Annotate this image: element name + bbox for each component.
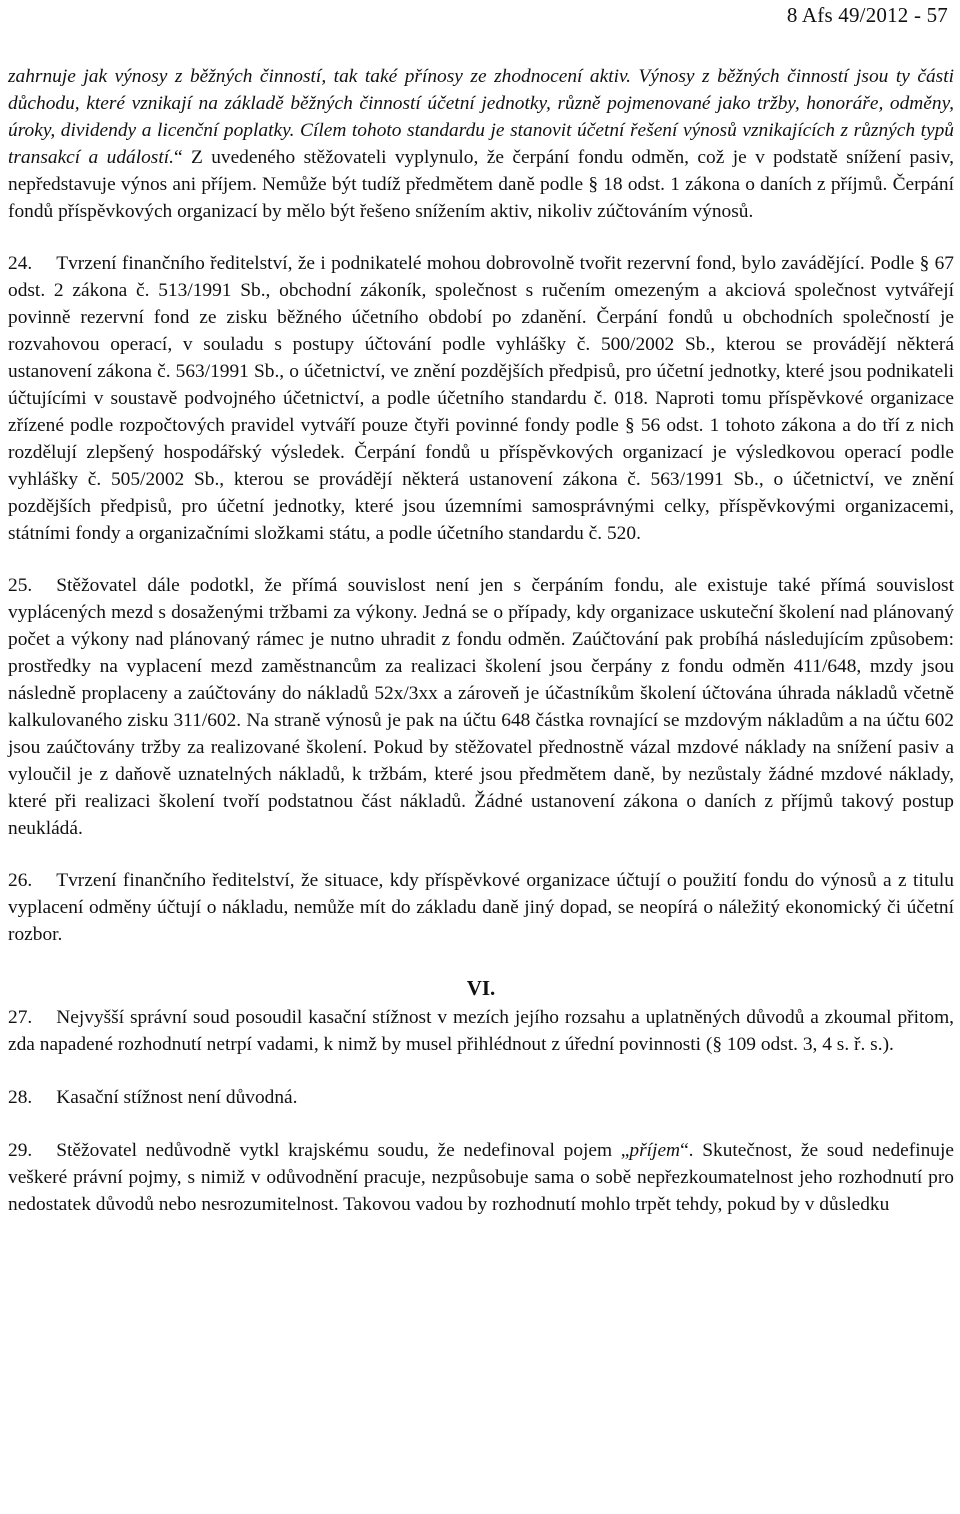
paragraph-text: Kasační stížnost není důvodná. (56, 1087, 298, 1108)
paragraph-28 (8, 1085, 954, 1112)
paragraph-number: 28. (8, 1087, 33, 1108)
document-body (8, 64, 954, 1245)
paragraph-text: Stěžovatel dále podotkl, že přímá souvislost není jen s čerpáním fondu, ale existuje také přímá souvislost vyplácených mezd s dosaženými tržbami za výkony. Jedná se o případy, kdy organizace uskuteční školení nad plánovaný počet a výkony nad plánovaný rámec je nutno uhradit z fondu odměn. Zaúčtování pak probíhá následujícím způsobem: prostředky na vyplacení mezd zaměstnancům za realizaci školení jsou čerpány z fondu odměn 411/648, mzdy jsou následně proplaceny a zaúčtovány do nákladů 52x/3xx a zároveň je účastníkům školení účtována úhrada nákladů včetně kalkulovaného zisku 311/602. Na straně výnosů je pak na účtu 648 částka rovnající se mzdovým nákladům a na účtu 602 jsou zaúčtovány tržby za realizované školení. Pokud by stěžovatel přednostně vázal mzdové náklady na snížení pasiv a vyloučil je z daňově uznatelných nákladů, k tržbám, které jsou předmětem daně, by nezůstaly žádné mzdové náklady, které při realizaci školení tvoří podstatnou část nákladů. Žádné ustanovení zákona o daních z příjmů takový postup neukládá. (8, 575, 954, 839)
intro-text: “ Z uvedeného stěžovateli vyplynulo, že čerpání fondu odměn, což je v podstatě snížení pasiv, nepředstavuje výnos ani příjem. Nemůže být tudíž předmětem daně podle § 18 odst. 1 zákona o daních z příjmů. Čerpání fondů příspěvkových organizací by mělo být řešeno snížením aktiv, nikoliv zúčtováním výnosů. (8, 146, 954, 222)
paragraph-text: Tvrzení finančního ředitelství, že i podnikatelé mohou dobrovolně tvořit rezervní fond, bylo zavádějící. Podle § 67 odst. 2 zákona č. 513/1991 Sb., obchodní zákoník, společnost s ručením omezeným a akciová společnost vytvářejí povinně rezervní fond ze zisku běžného účetního období po zdanění. Čerpání fondů u obchodních společností je rozvahovou operací, v souladu s postupy účtování podle vyhlášky č. 500/2002 Sb., kterou se provádějí některá ustanovení zákona č. 563/1991 Sb., o účetnictví, ve znění pozdějších předpisů, pro účetní jednotky, které jsou podnikateli účtujícími v soustavě podvojného účetnictví, a podle účetního standardu č. 018. Naproti tomu příspěvkové organizace zřízené podle rozpočtových pravidel vytváří pouze čtyři povinné fondy podle § 56 odst. 1 tohoto zákona a do tří z nich rozdělují zlepšený hospodářský výsledek. Čerpání fondů u příspěvkových organizací je výsledkovou operací podle vyhlášky č. 505/2002 Sb., kterou se provádějí některá ustanovení zákona č. 563/1991 Sb., o účetnictví, ve znění pozdějších předpisů, pro účetní jednotky, které jsou územními samosprávnými celky, příspěvkovými organizacemi, státními fondy a organizačními složkami státu, a podle účetního standardu č. 520. (8, 253, 954, 544)
paragraph-29 (8, 1138, 954, 1219)
quoted-standard-text: zahrnuje jak výnosy z běžných činností, tak také přínosy ze zhodnocení aktiv. Výnosy z běžných činností jsou ty části důchodu, které vznikají na základě běžných činností účetní jednotky, různě pojmenované jako tržby, honoráře, odměny, úroky, dividendy a licenční poplatky. Cílem tohoto standardu je stanovit účetní řešení výnosů vznikajících z různých typů transakcí a událostí. (8, 66, 954, 168)
paragraph-intro (8, 64, 954, 225)
paragraph-number: 29. (8, 1139, 33, 1161)
section-heading: VI. (466, 976, 496, 1001)
paragraph-number: 24. (8, 253, 33, 275)
paragraph-text: Nejvyšší správní soud posoudil kasační stížnost v mezích jejího rozsahu a uplatněných důvodů a zkoumal přitom, zda napadené rozhodnutí netrpí vadami, k nimž by musel přihlédnout z úřední povinnosti (§ 109 odst. 3, 4 s. ř. s.). (8, 1007, 954, 1056)
paragraph-26 (8, 868, 954, 949)
paragraph-number: 27. (8, 1007, 33, 1029)
paragraph-text-before: Stěžovatel nedůvodně vytkl krajskému soudu, že nedefinoval pojem „ (56, 1139, 630, 1161)
paragraph-25 (8, 573, 954, 842)
paragraph-number: 25. (8, 575, 33, 597)
paragraph-number: 26. (8, 870, 33, 892)
paragraph-24 (8, 251, 954, 547)
page-reference: 8 Afs 49/2012 - 57 (786, 3, 948, 27)
paragraph-text-after: “. Skutečnost, že soud nedefinuje veškeré právní pojmy, s nimiž v odůvodnění pracuje, nezpůsobuje sama o sobě nepřezkoumatelnost jeho rozhodnutí pro nedostatek důvodů nebo nesrozumitelnost. Takovou vadou by rozhodnutí mohlo trpět tehdy, pokud by v důsledku (8, 1139, 954, 1215)
defined-term: příjem (629, 1139, 681, 1161)
paragraph-text: Tvrzení finančního ředitelství, že situace, kdy příspěvkové organizace účtují o použití fondu do výnosů a z titulu vyplacení odměny účtují o nákladu, nemůže mít do základu daně jiný dopad, se neopírá o náležitý ekonomický či účetní rozbor. (8, 870, 954, 946)
paragraph-27 (8, 1005, 954, 1059)
